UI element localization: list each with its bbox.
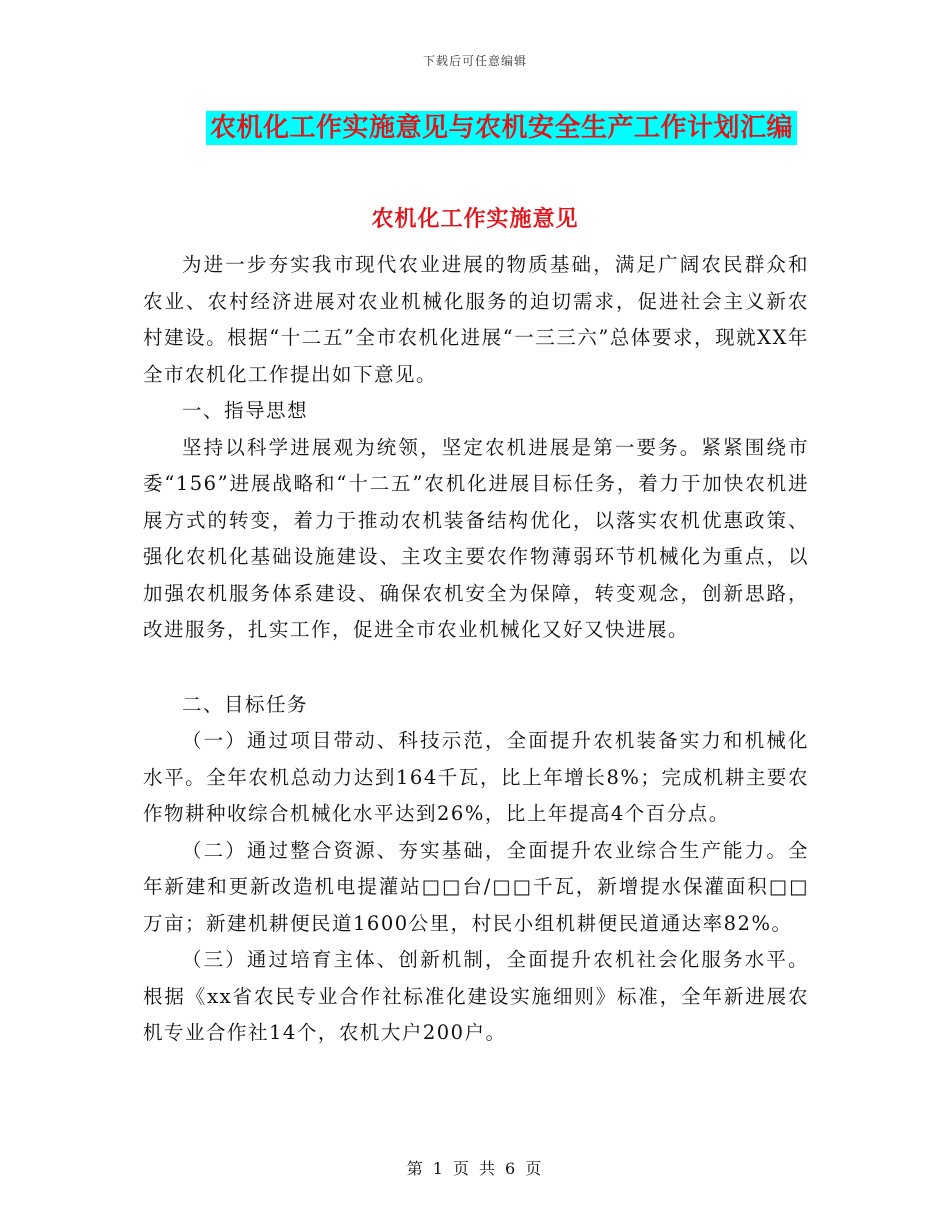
footer-total-unit: 页 bbox=[525, 1159, 544, 1178]
footer-page-label: 第 bbox=[406, 1159, 425, 1178]
main-title: 农机化工作实施意见与农机安全生产工作计划汇编 bbox=[206, 111, 797, 145]
paragraph-goal-2: （二）通过整合资源、夯实基础，全面提升农业综合生产能力。全年新建和更新改造机电提灌站□□台/□□千瓦，新增提水保灌面积□□万亩；新建机耕便民道1600公里，村民小组机耕便民道通达率82%。 bbox=[143, 838, 809, 935]
document-body bbox=[143, 247, 809, 1052]
paragraph-intro: 为进一步夯实我市现代农业进展的物质基础，满足广阔农民群众和农业、农村经济进展对农业机械化服务的迫切需求，促进社会主义新农村建设。根据“十二五”全市农机化进展“一三三六”总体要求，现就XX年全市农机化工作提出如下意见。 bbox=[143, 253, 809, 386]
heading-guiding-ideology: 一、指导思想 bbox=[182, 399, 309, 422]
paragraph-goal-1: （一）通过项目带动、科技示范，全面提升农机装备实力和机械化水平。全年农机总动力达到164千瓦，比上年增长8%；完成机耕主要农作物耕种收综合机械化水平达到26%，比上年提高4个百分点。 bbox=[143, 729, 809, 825]
footer-total-label: 共 bbox=[479, 1159, 498, 1178]
footer-page-current: 1 bbox=[432, 1159, 445, 1178]
section-title: 农机化工作实施意见 bbox=[371, 206, 579, 232]
footer-page-unit: 页 bbox=[452, 1159, 471, 1178]
page-header-note: 下载后可任意编辑 bbox=[422, 54, 527, 68]
page-footer bbox=[0, 1156, 950, 1179]
heading-goals-tasks: 二、目标任务 bbox=[182, 692, 309, 716]
footer-page-total: 6 bbox=[505, 1159, 518, 1178]
main-title-container bbox=[206, 111, 797, 145]
paragraph-goal-3: （三）通过培育主体、创新机制，全面提升农机社会化服务水平。根据《xx省农民专业合作社标准化建设实施细则》标准，全年新进展农机专业合作社14个，农机大户200户。 bbox=[143, 948, 809, 1044]
paragraph-guiding-ideology: 坚持以科学进展观为统领，坚定农机进展是第一要务。紧紧围绕市委“156”进展战略和“十二五”农机化进展目标任务，着力于加快农机进展方式的转变，着力于推动农机装备结构优化，以落实农机优惠政策、强化农机化基础设施建设、主攻主要农作物薄弱环节机械化为重点，以加强农机服务体系建设、确保农机安全为保障，转变观念，创新思路，改进服务，扎实工作，促进全市农业机械化又好又快进展。 bbox=[143, 435, 809, 641]
